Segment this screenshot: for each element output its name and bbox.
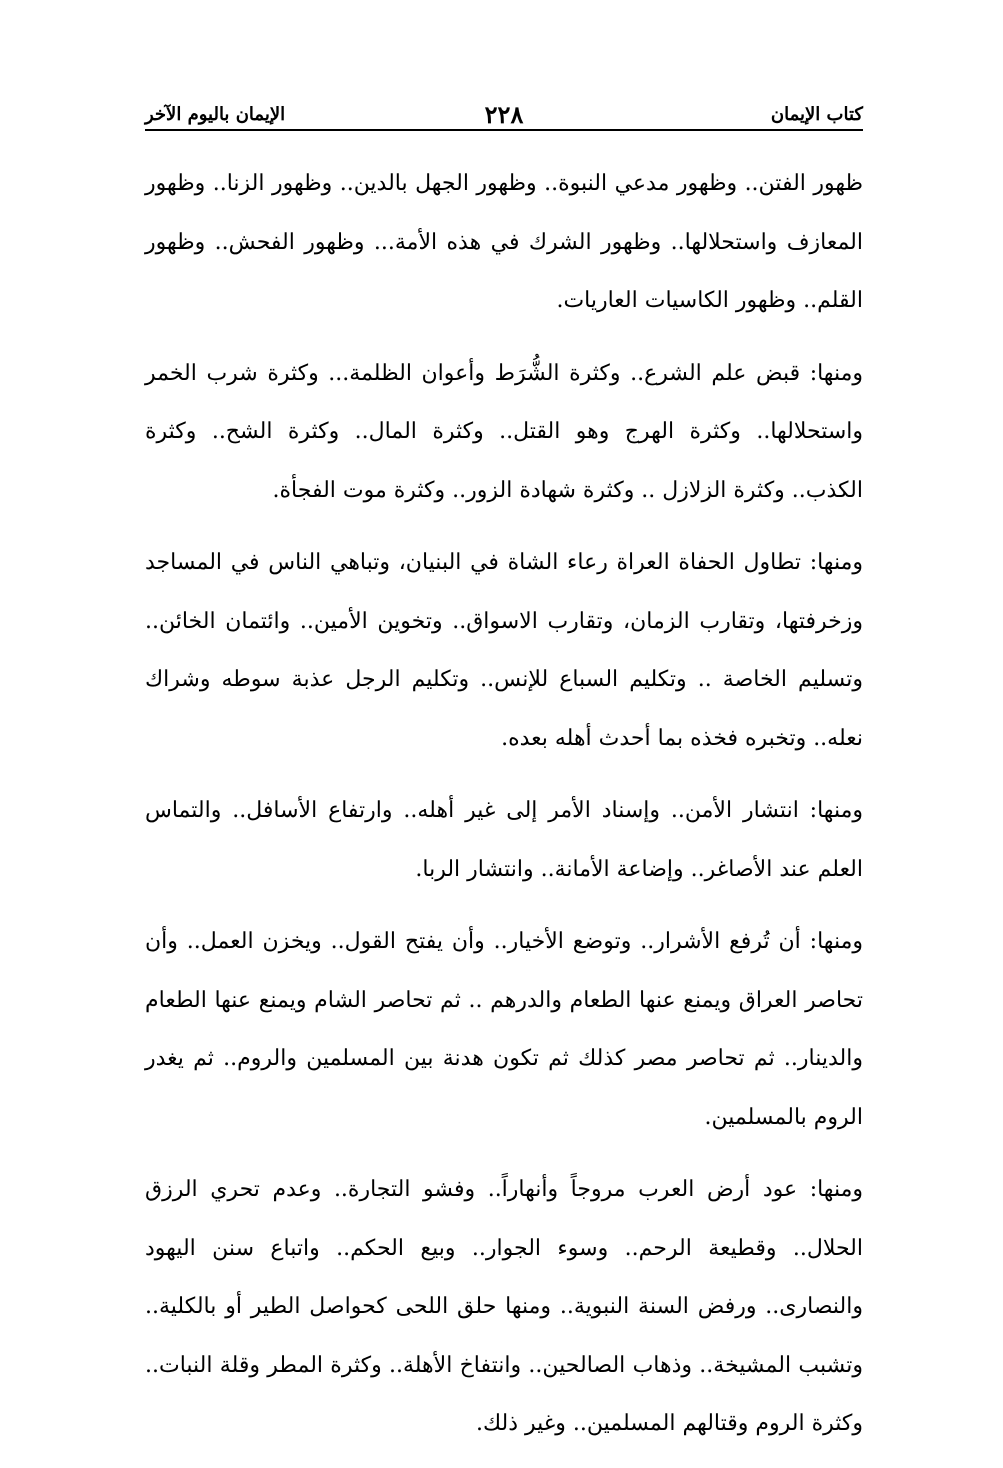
paragraph-1: ظهور الفتن.. وظهور مدعي النبوة.. وظهور الجهل بالدين.. وظهور الزنا.. وظهور المعازف واستحلالها.. وظهور الشرك في هذه الأمة... وظهور الفحش.. وظهور القلم.. وظهور الكاسيات العاريات. [145,171,863,313]
chapter-title: الإيمان باليوم الآخر [145,104,286,125]
paragraph-2: ومنها: قبض علم الشرع.. وكثرة الشُّرَط وأعوان الظلمة... وكثرة شرب الخمر واستحلالها.. وكثرة الهرج وهو القتل.. وكثرة المال.. وكثرة الشح.. وكثرة الكذب.. وكثرة الزلازل .. وكثرة شهادة الزور.. وكثرة موت الفجأة. [145,360,863,503]
page-number: ٢٢٨ [484,100,524,129]
paragraph-3: ومنها: تطاول الحفاة العراة رعاء الشاة في البنيان، وتباهي الناس في المساجد وزخرفتها، وتقارب الزمان، وتقارب الاسواق.. وتخوين الأمين.. وائتمان الخائن.. وتسليم الخاصة .. وتكليم السباع للإنس.. وتكليم الرجل عذبة سوطه وشراك نعله.. وتخبره فخذه بما أحدث أهله بعده. [145,550,863,751]
paragraph-6: ومنها: عود أرض العرب مروجاً وأنهاراً.. وفشو التجارة.. وعدم تحري الرزق الحلال.. وقطيعة الرحم.. وسوء الجوار.. وبيع الحكم.. واتباع سنن اليهود والنصارى.. ورفض السنة النبوية.. ومنها حلق اللحى كحواصل الطير أو بالكلية.. وتشبب المشيخة.. وذهاب الصالحين.. وانتفاخ الأهلة.. وكثرة المطر وقلة النبات.. وكثرة الروم وقتالهم المسلمين.. وغير ذلك. [145,1177,863,1436]
paragraph-4: ومنها: انتشار الأمن.. وإسناد الأمر إلى غير أهله.. وارتفاع الأسافل.. والتماس العلم عند الأصاغر.. وإضاعة الأمانة.. وانتشار الربا. [145,798,863,882]
book-title: كتاب الإيمان [770,104,863,125]
header-divider [145,129,863,131]
paragraph-5: ومنها: أن تُرفع الأشرار.. وتوضع الأخيار.. وأن يفتح القول.. ويخزن العمل.. وأن تحاصر العراق ويمنع عنها الطعام والدرهم .. ثم تحاصر الشام ويمنع عنها الطعام والدينار.. ثم تحاصر مصر كذلك ثم تكون هدنة بين المسلمين والروم.. ثم يغدر الروم بالمسلمين. [145,929,863,1130]
body-text [145,155,863,1468]
